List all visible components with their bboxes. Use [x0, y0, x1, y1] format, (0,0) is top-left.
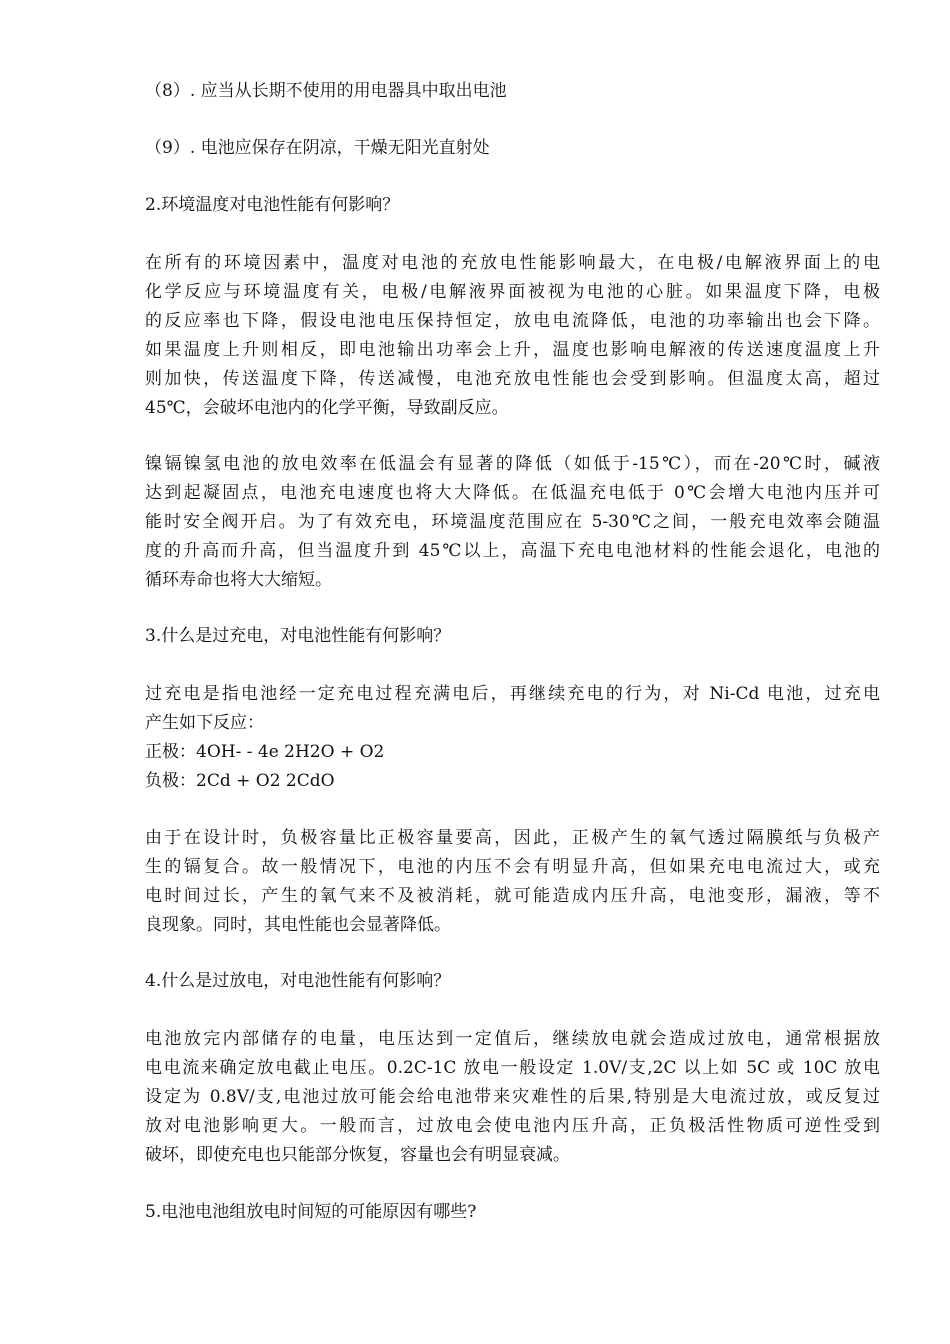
heading-text: 3.什么是过充电，对电池性能有何影响？	[145, 626, 451, 646]
text-line: 的反应率也下降，假设电池电压保持恒定，放电电流降低，电池的功率输出也会下降。	[145, 311, 880, 331]
text-line: 度的升高而升高，但当温度升到 45℃以上，高温下充电电池材料的性能会退化，电池的	[145, 541, 880, 561]
text-line: 电时间过长，产生的氧气来不及被消耗，就可能造成内压升高，电池变形，漏液，等不	[145, 886, 880, 906]
heading-short-discharge	[145, 1198, 880, 1227]
text-line: 在所有的环境因素中，温度对电池的充放电性能影响最大，在电极/电解液界面上的电	[145, 253, 880, 273]
text-line: 良现象。同时，其电性能也会显著降低。	[145, 915, 451, 935]
text-line: 镍镉镍氢电池的放电效率在低温会有显著的降低（如低于-15℃），而在-20℃时，碱液	[145, 454, 880, 474]
heading-text: 2.环境温度对电池性能有何影响？	[145, 195, 400, 215]
text-line: 放对电池影响更大。一般而言，过放电会使电池内压升高，正负极活性物质可逆性受到	[145, 1116, 880, 1136]
text-line: 45℃，会破坏电池内的化学平衡，导致副反应。	[145, 398, 509, 418]
text-line: 化学反应与环境温度有关，电极/电解液界面被视为电池的心脏。如果温度下降，电极	[145, 282, 880, 302]
paragraph-overcharge-design	[145, 824, 880, 940]
paragraph-overcharge	[145, 680, 880, 796]
paragraph-overdischarge	[145, 1025, 880, 1170]
list-item-9	[145, 134, 880, 163]
text-line: 产生如下反应：	[145, 713, 264, 733]
text-line: 达到起凝固点，电池充电速度也将大大降低。在低温充电低于 0℃会增大电池内压并可	[145, 483, 880, 503]
positive-electrode-reaction: 正极：4OH- - 4e 2H2O + O2	[145, 742, 385, 762]
list-item-8	[145, 77, 880, 106]
paragraph-temperature	[145, 249, 880, 423]
text-line: 过充电是指电池经一定充电过程充满电后，再继续充电的行为，对 Ni-Cd 电池，过充电	[145, 684, 880, 704]
text-line: 如果温度上升则相反，即电池输出功率会上升，温度也影响电解液的传送速度温度上升	[145, 340, 880, 360]
heading-text: 4.什么是过放电，对电池性能有何影响？	[145, 971, 451, 991]
text-line: 生的镉复合。故一般情况下，电池的内压不会有明显升高，但如果充电电流过大，或充	[145, 857, 880, 877]
heading-text: 5.电池电池组放电时间短的可能原因有哪些?	[145, 1202, 477, 1222]
text-line: 设定为 0.8V/支,电池过放可能会给电池带来灾难性的后果,特别是大电流过放，或反复过	[145, 1087, 880, 1107]
heading-overdischarge	[145, 967, 880, 996]
text-line: （8）. 应当从长期不使用的用电器具中取出电池	[145, 81, 507, 101]
text-line: 由于在设计时，负极容量比正极容量要高，因此，正极产生的氧气透过隔膜纸与负极产	[145, 828, 880, 848]
heading-temperature-effect	[145, 191, 880, 220]
heading-overcharge	[145, 622, 880, 651]
text-line: 电池放完内部储存的电量，电压达到一定值后，继续放电就会造成过放电，通常根据放	[145, 1029, 880, 1049]
paragraph-low-temperature	[145, 450, 880, 595]
text-line: 则加快，传送温度下降，传送减慢，电池充放电性能也会受到影响。但温度太高，超过	[145, 369, 880, 389]
text-line: 能时安全阀开启。为了有效充电，环境温度范围应在 5-30℃之间，一般充电效率会随温	[145, 512, 880, 532]
negative-electrode-reaction: 负极：2Cd + O2 2CdO	[145, 771, 335, 791]
text-line: 电电流来确定放电截止电压。0.2C-1C 放电一般设定 1.0V/支,2C 以上如 5C 或 10C 放电	[145, 1058, 880, 1078]
text-line: 破坏，即使充电也只能部分恢复，容量也会有明显衰减。	[145, 1145, 570, 1165]
text-line: 循环寿命也将大大缩短。	[145, 570, 332, 590]
text-line: （9）. 电池应保存在阴凉，干燥无阳光直射处	[145, 138, 490, 158]
